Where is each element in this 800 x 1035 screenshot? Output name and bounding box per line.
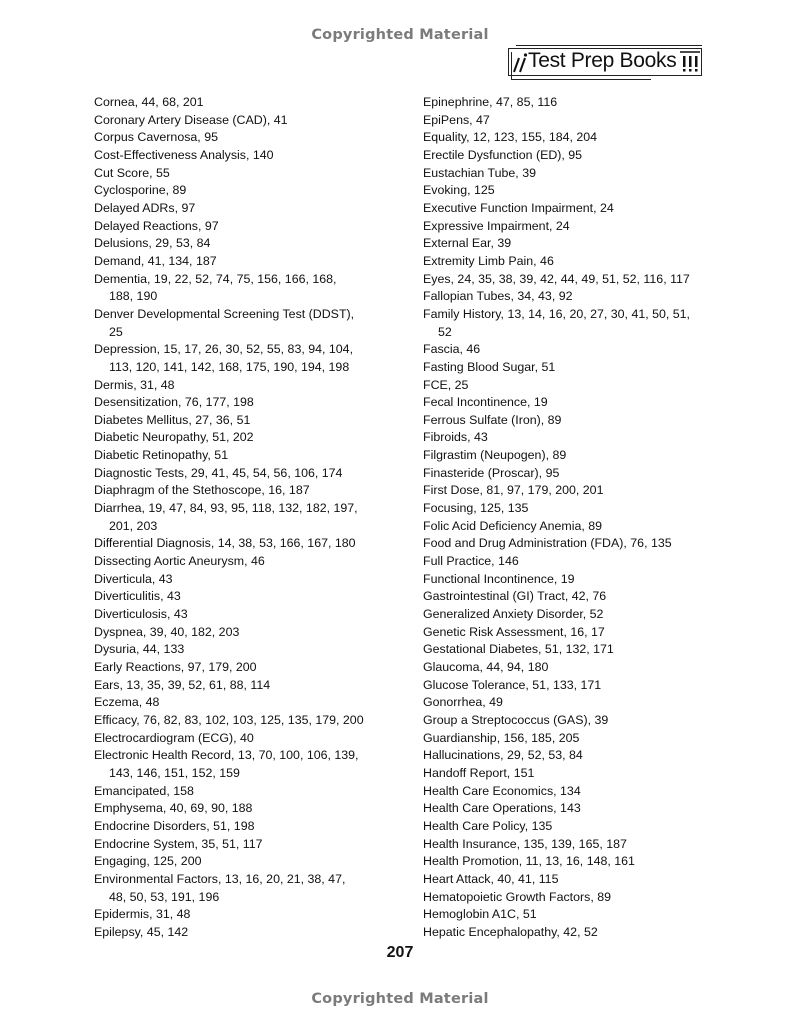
index-entry: Executive Function Impairment, 24 xyxy=(423,200,614,215)
index-entry: Heart Attack, 40, 41, 115 xyxy=(423,871,559,886)
index-entry: Diabetic Retinopathy, 51 xyxy=(94,448,229,463)
index-entry: First Dose, 81, 97, 179, 200, 201 xyxy=(423,483,604,498)
index-entry: Ferrous Sulfate (Iron), 89 xyxy=(423,412,562,427)
index-entry: Dysuria, 44, 133 xyxy=(94,642,185,657)
copyright-footer: Copyrighted Material xyxy=(311,991,489,1007)
index-entry: Fasting Blood Sugar, 51 xyxy=(423,359,556,374)
logo-text: Test Prep Books xyxy=(528,49,677,72)
index-entry: Fecal Incontinence, 19 xyxy=(423,395,548,410)
index-entry: Glucose Tolerance, 51, 133, 171 xyxy=(423,677,602,692)
index-column-right xyxy=(423,94,733,942)
index-entry: Diverticula, 43 xyxy=(94,571,173,586)
index-entry: Hepatic Encephalopathy, 42, 52 xyxy=(423,924,598,939)
index-entry: Extremity Limb Pain, 46 xyxy=(423,253,554,268)
index-entry: Diarrhea, 19, 47, 84, 93, 95, 118, 132, 182, 197, 201, 203 xyxy=(94,501,358,533)
index-entry: Epinephrine, 47, 85, 116 xyxy=(423,95,558,109)
index-entry: Group a Streptococcus (GAS), 39 xyxy=(423,712,609,727)
index-entry: Erectile Dysfunction (ED), 95 xyxy=(423,147,583,162)
index-entry: Hallucinations, 29, 52, 53, 84 xyxy=(423,748,583,763)
index-entry: Cut Score, 55 xyxy=(94,165,170,180)
index-entry: Early Reactions, 97, 179, 200 xyxy=(94,660,257,674)
copyright-header: Copyrighted Material xyxy=(311,27,489,43)
index-column-left xyxy=(94,94,394,942)
index-entry: Diverticulitis, 43 xyxy=(94,589,181,604)
index-entry: Fibroids, 43 xyxy=(423,430,488,445)
logo-frame-line xyxy=(516,45,702,46)
index-entry: Depression, 15, 17, 26, 30, 52, 55, 83, 94, 104, 113, 120, 141, 142, 168, 175, 190, 194, 198 xyxy=(94,342,354,374)
index-entry: Ears, 13, 35, 39, 52, 61, 88, 114 xyxy=(94,677,271,692)
index-entry: Delayed ADRs, 97 xyxy=(94,200,196,215)
index-entry: Dissecting Aortic Aneurysm, 46 xyxy=(94,554,265,569)
index-entry: Engaging, 125, 200 xyxy=(94,854,202,869)
index-entry: Gestational Diabetes, 51, 132, 171 xyxy=(423,642,614,657)
index-entry: Filgrastim (Neupogen), 89 xyxy=(423,448,567,463)
index-entry: Health Care Economics, 134 xyxy=(423,783,581,798)
index-entry: Glaucoma, 44, 94, 180 xyxy=(423,660,549,674)
index-entry: Emancipated, 158 xyxy=(94,783,194,798)
index-entry: Food and Drug Administration (FDA), 76, 135 xyxy=(423,536,672,551)
index-entry: Diabetes Mellitus, 27, 36, 51 xyxy=(94,412,251,427)
pencil-icon xyxy=(512,52,528,74)
index-entry: Focusing, 125, 135 xyxy=(423,501,529,516)
index-entry: Dyspnea, 39, 40, 182, 203 xyxy=(94,624,240,639)
index-entry: Equality, 12, 123, 155, 184, 204 xyxy=(423,130,598,145)
index-entry: Cost-Effectiveness Analysis, 140 xyxy=(94,147,274,162)
index-entry: Eyes, 24, 35, 38, 39, 42, 44, 49, 51, 52, 116, 117 xyxy=(423,271,690,286)
index-entry: Fascia, 46 xyxy=(423,342,481,357)
logo-frame-line xyxy=(511,79,651,80)
index-entry: Generalized Anxiety Disorder, 52 xyxy=(423,607,604,622)
index-entry: Electronic Health Record, 13, 70, 100, 106, 139, 143, 146, 151, 152, 159 xyxy=(94,748,359,780)
index-entry: Functional Incontinence, 19 xyxy=(423,571,575,586)
index-entry: Electrocardiogram (ECG), 40 xyxy=(94,730,254,745)
publisher-logo xyxy=(508,48,704,78)
index-entry: Coronary Artery Disease (CAD), 41 xyxy=(94,112,288,127)
index-entry: Health Care Policy, 135 xyxy=(423,818,553,833)
index-entry: Diverticulosis, 43 xyxy=(94,607,188,622)
index-entry: Epidermis, 31, 48 xyxy=(94,907,191,922)
index-entry: Environmental Factors, 13, 16, 20, 21, 38, 47, 48, 50, 53, 191, 196 xyxy=(94,871,346,904)
index-entry: Health Care Operations, 143 xyxy=(423,801,581,816)
book-stack-icon xyxy=(680,51,700,73)
index-entry: Dementia, 19, 22, 52, 74, 75, 156, 166, 168, 188, 190 xyxy=(94,271,337,304)
index-entry: Dermis, 31, 48 xyxy=(94,377,175,392)
index-entry: Efficacy, 76, 82, 83, 102, 103, 125, 135, 179, 200 xyxy=(94,712,364,727)
index-entry: Hemoglobin A1C, 51 xyxy=(423,907,537,922)
index-entry: EpiPens, 47 xyxy=(423,112,490,127)
index-entry: External Ear, 39 xyxy=(423,236,512,251)
index-entry: Health Insurance, 135, 139, 165, 187 xyxy=(423,836,627,851)
index-entry: Health Promotion, 11, 13, 16, 148, 161 xyxy=(423,854,635,869)
index-entry: Cornea, 44, 68, 201 xyxy=(94,95,204,109)
index-entry: Gonorrhea, 49 xyxy=(423,695,503,710)
index-entry: Evoking, 125 xyxy=(423,183,495,198)
index-entry: Diagnostic Tests, 29, 41, 45, 54, 56, 106, 174 xyxy=(94,465,343,480)
index-entry: Endocrine Disorders, 51, 198 xyxy=(94,818,255,833)
index-entry: Expressive Impairment, 24 xyxy=(423,218,570,233)
index-entry: Desensitization, 76, 177, 198 xyxy=(94,395,254,410)
index-entry: Gastrointestinal (GI) Tract, 42, 76 xyxy=(423,589,607,604)
index-entry: Full Practice, 146 xyxy=(423,554,519,569)
index-entry: Delusions, 29, 53, 84 xyxy=(94,236,211,251)
index-entry: Handoff Report, 151 xyxy=(423,765,535,780)
index-entry: Differential Diagnosis, 14, 38, 53, 166, 167, 180 xyxy=(94,536,356,551)
index-entry: Genetic Risk Assessment, 16, 17 xyxy=(423,624,605,639)
page-number: 207 xyxy=(386,944,414,961)
index-entry: Corpus Cavernosa, 95 xyxy=(94,130,218,145)
index-entry: Cyclosporine, 89 xyxy=(94,183,187,198)
index-entry: Diabetic Neuropathy, 51, 202 xyxy=(94,430,254,445)
index-entry: Denver Developmental Screening Test (DDST), 25 xyxy=(94,306,355,339)
index-entry: Eustachian Tube, 39 xyxy=(423,165,536,180)
index-entry: Folic Acid Deficiency Anemia, 89 xyxy=(423,518,603,533)
index-entry: Fallopian Tubes, 34, 43, 92 xyxy=(423,289,573,304)
index-entry: Diaphragm of the Stethoscope, 16, 187 xyxy=(94,483,310,498)
index-entry: Finasteride (Proscar), 95 xyxy=(423,465,560,480)
index-entry: Emphysema, 40, 69, 90, 188 xyxy=(94,801,253,816)
index-entry: Delayed Reactions, 97 xyxy=(94,218,219,233)
index-entry: Guardianship, 156, 185, 205 xyxy=(423,730,580,745)
index-entry: Family History, 13, 14, 16, 20, 27, 30, 41, 50, 51, 52 xyxy=(423,306,691,339)
index-entry: Epilepsy, 45, 142 xyxy=(94,924,189,939)
index-entry: Demand, 41, 134, 187 xyxy=(94,253,217,268)
index-entry: Eczema, 48 xyxy=(94,695,160,710)
index-entry: Hematopoietic Growth Factors, 89 xyxy=(423,889,612,904)
index-entry: Endocrine System, 35, 51, 117 xyxy=(94,836,263,851)
index-entry: FCE, 25 xyxy=(423,377,469,392)
